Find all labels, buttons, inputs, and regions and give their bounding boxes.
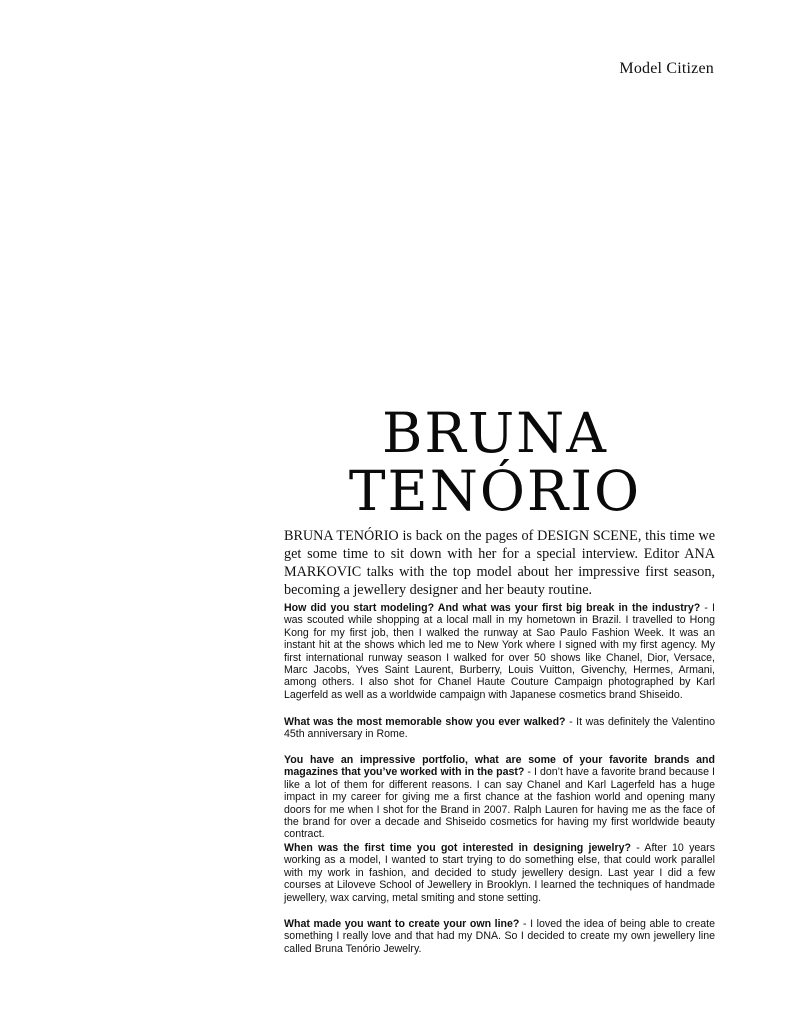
qa-question: You have an impressive portfolio, what are some of your favorite brands and magazines that you’ve worked with in the past?: [284, 754, 715, 779]
qa-question: What made you want to create your own line?: [284, 918, 520, 930]
qa-item: [284, 918, 715, 955]
qa-question: What was the most memorable show you ever walked?: [284, 716, 566, 728]
qa-question: How did you start modeling? And what was your first big break in the industry?: [284, 602, 701, 614]
section-label: Model Citizen: [619, 60, 714, 77]
qa-question: When was the first time you got interested in designing jewelry?: [284, 842, 631, 854]
qa-item: [284, 602, 715, 701]
qa-answer: - It was definitely the Valentino 45th anniversary in Rome.: [284, 716, 715, 741]
qa-item: [284, 716, 715, 741]
article-title-line-1: BRUNA: [381, 401, 609, 465]
article-title-line-2: TENÓRIO: [348, 459, 642, 523]
qa-item: [284, 754, 715, 841]
qa-answer: - After 10 years working as a model, I wanted to start trying to do something else, that could work parallel with my work in fashion, and decided to study jewellery design. Last year I did a few courses at Liloveve School of Jewellery in Brooklyn. I learned the techniques of handmade jewellery, wax carving, metal smiting and stone setting.: [284, 842, 715, 904]
qa-answer: - I don’t have a favorite brand because I like a lot of them for different reasons. I can say Chanel and Karl Lagerfeld has a huge impact in my career for giving me a first chance at the fashion world and opening many doors for me when I shot for the Brand in 2007. Ralph Lauren for having me as the face of the brand for over a decade and Shiseido cosmetics for having my first worldwide beauty contract.: [284, 766, 715, 841]
qa-answer: - I was scouted while shopping at a local mall in my hometown in Brazil. I travelled to Hong Kong for my first job, then I walked the runway at Sao Paulo Fashion Week. It was an instant hit at the shows which led me to New York where I signed with my first agency. My first international runway season I walked for over 50 shows like Chanel, Dior, Versace, Marc Jacobs, Yves Saint Laurent, Burberry, Louis Vuitton, Givenchy, Hermes, Armani, among others. I also shot for Chanel Haute Couture Campaign photographed by Karl Lagerfeld as well as a worldwide campaign with Japanese cosmetics brand Shiseido.: [284, 602, 715, 701]
qa-item: [284, 842, 715, 904]
article-intro: BRUNA TENÓRIO is back on the pages of DESIGN SCENE, this time we get some time to sit down with her for a special interview. Editor ANA MARKOVIC talks with the top model about her impressive first season, becoming a jewellery designer and her beauty routine.: [284, 528, 715, 598]
qa-answer: - I loved the idea of being able to create something I really love and that had my DNA. So I decided to create my own jewellery line called Bruna Tenório Jewelry.: [284, 918, 715, 955]
